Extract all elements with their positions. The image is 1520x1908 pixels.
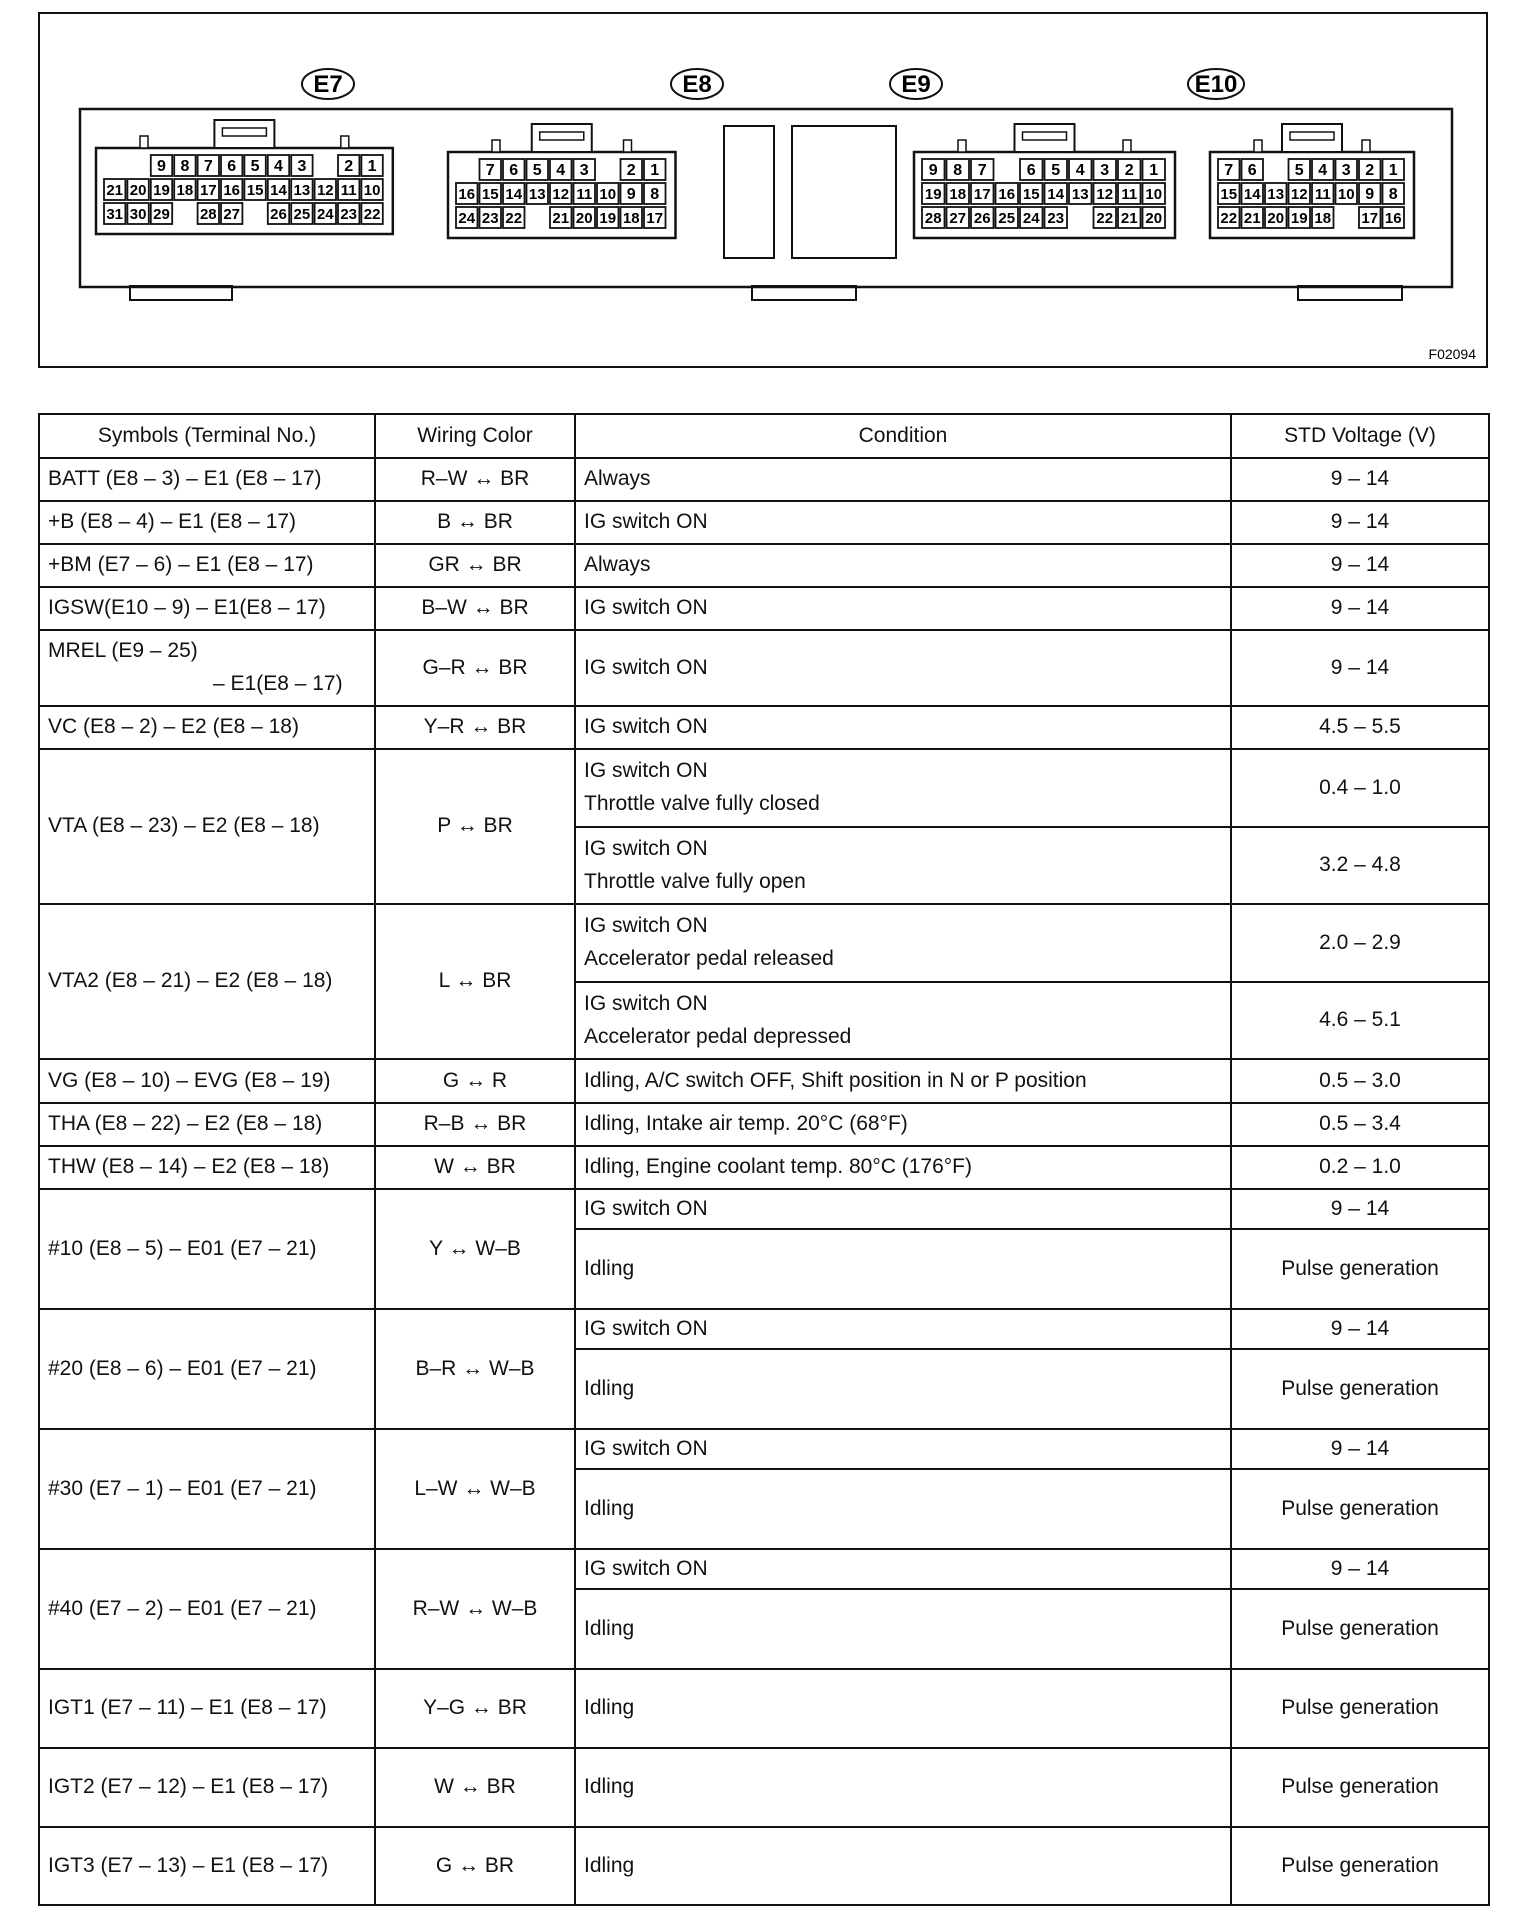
connector-key (140, 136, 148, 148)
terminal-symbol-cell (39, 1827, 375, 1905)
connector-label: E9 (901, 71, 931, 98)
connector-label: E8 (682, 71, 712, 98)
terminal-pin-number: 2 (1365, 162, 1375, 179)
terminal-pin-number: 10 (1337, 186, 1355, 203)
terminal-pin-number: 10 (1145, 186, 1163, 203)
terminal-pin-number: 14 (1243, 186, 1261, 203)
terminal-pin-number: 21 (1243, 210, 1261, 227)
terminal-symbol-cell (39, 458, 375, 501)
terminal-pin-number: 3 (1341, 162, 1351, 179)
condition-cell (575, 587, 1231, 630)
condition-cell (575, 1309, 1231, 1349)
std-voltage-cell: 0.4 – 1.0 (1231, 749, 1489, 827)
condition-cell (575, 1469, 1231, 1549)
terminal-pin-number: 7 (203, 158, 213, 175)
terminal-pin-number: 26 (973, 210, 991, 227)
terminal-voltage-table (38, 413, 1490, 1906)
figure-code: F02094 (1428, 346, 1476, 362)
condition-cell (575, 1229, 1231, 1309)
terminal-pin-number: 6 (509, 162, 519, 179)
terminal-pin-number: 22 (363, 206, 381, 223)
std-voltage-cell: 0.5 – 3.4 (1231, 1103, 1489, 1146)
condition-cell (575, 630, 1231, 706)
header-std-voltage: STD Voltage (V) (1231, 414, 1489, 458)
wiring-color-cell: R–B ↔ BR (375, 1103, 575, 1146)
connector-key (492, 140, 500, 152)
table-row (39, 1827, 1489, 1905)
terminal-symbol: THA (E8 – 22) – E2 (E8 – 18) (48, 1112, 323, 1136)
condition-text: Idling (584, 1496, 635, 1520)
terminal-symbol: #30 (E7 – 1) – E01 (E7 – 21) (48, 1476, 317, 1500)
terminal-pin-number: 19 (924, 186, 942, 203)
terminal-symbol: IGT3 (E7 – 13) – E1 (E8 – 17) (48, 1853, 329, 1877)
condition-text: IG switch ON (584, 655, 708, 679)
terminal-symbol: +BM (E7 – 6) – E1 (E8 – 17) (48, 553, 314, 577)
wiring-color-cell: W ↔ BR (375, 1146, 575, 1189)
terminal-pin-number: 21 (1120, 210, 1138, 227)
wiring-color-cell: R–W ↔ BR (375, 458, 575, 501)
terminal-symbol-cell (39, 904, 375, 1059)
terminal-pin-number: 15 (1022, 186, 1040, 203)
connector-key (1123, 140, 1131, 152)
terminal-symbol-cell (39, 1748, 375, 1827)
terminal-pin-number: 3 (297, 158, 307, 175)
condition-text: IG switch ON (584, 715, 708, 739)
terminal-pin-number: 15 (481, 186, 499, 203)
terminal-pin-number: 16 (1384, 210, 1402, 227)
terminal-pin-number: 9 (626, 186, 636, 203)
wiring-color-cell: G–R ↔ BR (375, 630, 575, 706)
terminal-pin-number: 18 (622, 210, 640, 227)
condition-detail: Throttle valve fully closed (584, 792, 820, 815)
std-voltage-cell: 0.2 – 1.0 (1231, 1146, 1489, 1189)
std-voltage-cell: 9 – 14 (1231, 458, 1489, 501)
wiring-color-cell: L–W ↔ W–B (375, 1429, 575, 1549)
table-row (39, 706, 1489, 749)
table-row (39, 1146, 1489, 1189)
condition-cell (575, 1669, 1231, 1748)
terminal-pin-number: 22 (505, 210, 523, 227)
condition-cell (575, 1146, 1231, 1189)
terminal-pin-number: 20 (575, 210, 593, 227)
terminal-symbol-line2: – E1(E8 – 17) (213, 672, 343, 695)
terminal-symbol: VTA (E8 – 23) – E2 (E8 – 18) (48, 814, 320, 838)
terminal-pin-number: 27 (223, 206, 241, 223)
condition-cell (575, 544, 1231, 587)
condition-text: IG switch ON (584, 836, 708, 860)
std-voltage-cell: 9 – 14 (1231, 544, 1489, 587)
terminal-symbol-cell (39, 1146, 375, 1189)
condition-text: Idling (584, 1853, 635, 1877)
std-voltage-cell: 9 – 14 (1231, 1189, 1489, 1229)
std-voltage-cell: Pulse generation (1231, 1229, 1489, 1309)
condition-text: IG switch ON (584, 1436, 708, 1460)
condition-cell (575, 706, 1231, 749)
table-row (39, 1059, 1489, 1103)
terminal-symbol: VC (E8 – 2) – E2 (E8 – 18) (48, 715, 299, 739)
terminal-symbol-cell (39, 1429, 375, 1549)
terminal-pin-number: 11 (1121, 186, 1138, 203)
terminal-pin-number: 14 (270, 182, 287, 199)
terminal-symbol: #10 (E8 – 5) – E01 (E7 – 21) (48, 1236, 317, 1260)
terminal-pin-number: 15 (1220, 186, 1238, 203)
table-row (39, 1429, 1489, 1469)
terminal-symbol: IGT1 (E7 – 11) – E1 (E8 – 17) (48, 1696, 327, 1720)
terminal-pin-number: 25 (293, 206, 311, 223)
terminal-pin-number: 8 (650, 186, 660, 203)
table-row (39, 544, 1489, 587)
condition-text: Idling, A/C switch OFF, Shift position in N or P position (584, 1068, 1087, 1092)
wiring-color-cell: Y–G ↔ BR (375, 1669, 575, 1748)
header-condition: Condition (575, 414, 1231, 458)
terminal-pin-number: 16 (223, 182, 241, 199)
condition-text: IG switch ON (584, 596, 708, 620)
std-voltage-cell: 2.0 – 2.9 (1231, 904, 1489, 982)
connector-key (341, 136, 349, 148)
connector-label: E10 (1194, 71, 1238, 98)
terminal-pin-number: 17 (1361, 210, 1379, 227)
terminal-pin-number: 27 (949, 210, 967, 227)
terminal-pin-number: 17 (973, 186, 991, 203)
terminal-pin-number: 23 (481, 210, 499, 227)
terminal-pin-number: 15 (246, 182, 264, 199)
latch-slot (540, 132, 584, 140)
terminal-symbol: MREL (E9 – 25) (48, 639, 198, 663)
condition-detail: Accelerator pedal depressed (584, 1024, 852, 1048)
table-row (39, 904, 1489, 982)
table-row (39, 1669, 1489, 1748)
terminal-pin-number: 20 (1267, 210, 1285, 227)
condition-cell (575, 1589, 1231, 1669)
condition-text: IG switch ON (584, 1316, 708, 1340)
terminal-pin-number: 11 (576, 186, 593, 203)
table-row (39, 1189, 1489, 1229)
terminal-pin-number: 16 (458, 186, 476, 203)
terminal-pin-number: 6 (1026, 162, 1036, 179)
terminal-pin-number: 13 (1267, 186, 1285, 203)
terminal-symbol: BATT (E8 – 3) – E1 (E8 – 17) (48, 467, 322, 491)
std-voltage-cell: 9 – 14 (1231, 1309, 1489, 1349)
wiring-color-cell: G ↔ R (375, 1059, 575, 1103)
std-voltage-cell: 9 – 14 (1231, 1549, 1489, 1589)
connector-key (1362, 140, 1370, 152)
std-voltage-cell: 0.5 – 3.0 (1231, 1059, 1489, 1103)
latch-slot (1290, 132, 1334, 140)
latch-slot (222, 128, 266, 136)
header-row (39, 414, 1489, 458)
terminal-symbol-cell (39, 1103, 375, 1146)
condition-cell (575, 1103, 1231, 1146)
condition-cell (575, 1059, 1231, 1103)
terminal-pin-number: 2 (626, 162, 636, 179)
terminal-pin-number: 7 (1224, 162, 1234, 179)
terminal-symbol-cell (39, 587, 375, 630)
terminal-symbol-cell (39, 1189, 375, 1309)
terminal-pin-number: 19 (153, 182, 170, 199)
terminal-pin-number: 14 (1047, 186, 1065, 203)
condition-text: IG switch ON (584, 1196, 708, 1220)
terminal-pin-number: 8 (180, 158, 190, 175)
connector-key (1254, 140, 1262, 152)
table-row (39, 1103, 1489, 1146)
std-voltage-cell: 4.5 – 5.5 (1231, 706, 1489, 749)
table-row (39, 458, 1489, 501)
terminal-pin-number: 18 (949, 186, 967, 203)
terminal-pin-number: 13 (293, 182, 311, 199)
terminal-pin-number: 20 (129, 182, 147, 199)
terminal-pin-number: 4 (1318, 162, 1328, 179)
connector-key (958, 140, 966, 152)
terminal-pin-number: 8 (953, 162, 963, 179)
terminal-pin-number: 4 (274, 158, 283, 175)
terminal-pin-number: 28 (199, 206, 217, 223)
terminal-pin-number: 22 (1096, 210, 1114, 227)
wiring-color-cell: L ↔ BR (375, 904, 575, 1059)
table-row (39, 1748, 1489, 1827)
terminal-pin-number: 3 (579, 162, 589, 179)
blank-block (792, 126, 896, 258)
terminal-pin-number: 1 (1388, 162, 1398, 179)
latch-slot (1023, 132, 1067, 140)
table-row (39, 1549, 1489, 1589)
terminal-pin-number: 18 (176, 182, 194, 199)
condition-text: IG switch ON (584, 510, 708, 534)
std-voltage-cell: Pulse generation (1231, 1669, 1489, 1748)
wiring-color-cell: G ↔ BR (375, 1827, 575, 1905)
terminal-symbol-cell (39, 501, 375, 544)
terminal-symbol: #40 (E7 – 2) – E01 (E7 – 21) (48, 1596, 317, 1620)
terminal-pin-number: 8 (1388, 186, 1398, 203)
std-voltage-cell: 9 – 14 (1231, 501, 1489, 544)
terminal-pin-number: 5 (532, 162, 542, 179)
terminal-pin-number: 17 (646, 210, 664, 227)
terminal-pin-number: 12 (552, 186, 570, 203)
condition-text: IG switch ON (584, 1556, 708, 1580)
terminal-pin-number: 23 (1047, 210, 1065, 227)
terminal-pin-number: 20 (1145, 210, 1163, 227)
terminal-symbol: VG (E8 – 10) – EVG (E8 – 19) (48, 1068, 331, 1092)
terminal-pin-number: 9 (928, 162, 938, 179)
condition-cell (575, 1189, 1231, 1229)
terminal-pin-number: 5 (250, 158, 260, 175)
blank-block (724, 126, 774, 258)
terminal-pin-number: 30 (129, 206, 147, 223)
connector-key (624, 140, 632, 152)
terminal-symbol: +B (E8 – 4) – E1 (E8 – 17) (48, 510, 297, 534)
connector-label: E7 (313, 71, 343, 98)
terminal-symbol: VTA2 (E8 – 21) – E2 (E8 – 18) (48, 969, 333, 993)
terminal-symbol: IGSW(E10 – 9) – E1(E8 – 17) (48, 596, 326, 620)
ecu-connector-drawing (40, 14, 1490, 370)
terminal-pin-number: 1 (1149, 162, 1159, 179)
condition-detail: Throttle valve fully open (584, 869, 806, 893)
terminal-symbol-cell (39, 749, 375, 904)
condition-text: IG switch ON (584, 914, 708, 938)
terminal-symbol-cell (39, 1669, 375, 1748)
terminal-pin-number: 7 (485, 162, 495, 179)
terminal-symbol-cell (39, 630, 375, 706)
condition-text: IG switch ON (584, 759, 708, 783)
terminal-symbol: IGT2 (E7 – 12) – E1 (E8 – 17) (48, 1775, 329, 1799)
header-symbols: Symbols (Terminal No.) (39, 414, 375, 458)
terminal-pin-number: 24 (1022, 210, 1040, 227)
terminal-pin-number: 29 (153, 206, 170, 223)
terminal-pin-number: 24 (458, 210, 476, 227)
wiring-color-cell: B ↔ BR (375, 501, 575, 544)
terminal-symbol-cell (39, 1059, 375, 1103)
condition-text: Idling (584, 1775, 635, 1799)
condition-cell (575, 501, 1231, 544)
terminal-pin-number: 1 (650, 162, 660, 179)
condition-text: Idling (584, 1616, 635, 1640)
condition-cell (575, 1549, 1231, 1589)
terminal-pin-number: 4 (556, 162, 566, 179)
std-voltage-cell: Pulse generation (1231, 1827, 1489, 1905)
terminal-pin-number: 31 (106, 206, 124, 223)
table-row (39, 587, 1489, 630)
wiring-color-cell: W ↔ BR (375, 1748, 575, 1827)
terminal-pin-number: 7 (977, 162, 987, 179)
terminal-symbol-cell (39, 706, 375, 749)
wiring-color-cell: Y ↔ W–B (375, 1189, 575, 1309)
std-voltage-cell: Pulse generation (1231, 1349, 1489, 1429)
terminal-symbol-cell (39, 544, 375, 587)
terminal-pin-number: 18 (1314, 210, 1332, 227)
terminal-pin-number: 6 (1247, 162, 1257, 179)
std-voltage-cell: 4.6 – 5.1 (1231, 982, 1489, 1059)
terminal-pin-number: 12 (316, 182, 334, 199)
std-voltage-cell: 9 – 14 (1231, 587, 1489, 630)
terminal-pin-number: 19 (599, 210, 617, 227)
terminal-pin-number: 28 (924, 210, 942, 227)
terminal-pin-number: 16 (998, 186, 1016, 203)
table-row (39, 749, 1489, 827)
condition-cell (575, 458, 1231, 501)
header-wiring-color: Wiring Color (375, 414, 575, 458)
terminal-pin-number: 26 (270, 206, 287, 223)
terminal-pin-number: 12 (1290, 186, 1308, 203)
terminal-pin-number: 5 (1051, 162, 1061, 179)
terminal-pin-number: 9 (1365, 186, 1375, 203)
wiring-color-cell: R–W ↔ W–B (375, 1549, 575, 1669)
terminal-pin-number: 12 (1096, 186, 1114, 203)
terminal-pin-number: 10 (599, 186, 617, 203)
terminal-pin-number: 3 (1100, 162, 1110, 179)
terminal-pin-number: 24 (316, 206, 334, 223)
terminal-pin-number: 11 (340, 182, 357, 199)
terminal-symbol-cell (39, 1309, 375, 1429)
std-voltage-cell: Pulse generation (1231, 1589, 1489, 1669)
terminal-pin-number: 2 (1124, 162, 1134, 179)
terminal-pin-number: 9 (157, 158, 166, 175)
std-voltage-cell: 9 – 14 (1231, 1429, 1489, 1469)
std-voltage-cell: Pulse generation (1231, 1469, 1489, 1549)
terminal-symbol-cell (39, 1549, 375, 1669)
condition-cell (575, 982, 1231, 1059)
terminal-pin-number: 22 (1220, 210, 1238, 227)
std-voltage-cell: 3.2 – 4.8 (1231, 827, 1489, 904)
terminal-pin-number: 21 (106, 182, 124, 199)
condition-detail: Accelerator pedal released (584, 947, 834, 970)
wiring-color-cell: B–R ↔ W–B (375, 1309, 575, 1429)
table-row (39, 501, 1489, 544)
condition-text: Always (584, 553, 651, 577)
condition-text: Idling, Engine coolant temp. 80°C (176°F) (584, 1155, 973, 1179)
terminal-pin-number: 4 (1075, 162, 1085, 179)
table-row (39, 1309, 1489, 1349)
terminal-pin-number: 10 (363, 182, 381, 199)
wiring-color-cell: GR ↔ BR (375, 544, 575, 587)
terminal-pin-number: 5 (1294, 162, 1304, 179)
terminal-symbol: #20 (E8 – 6) – E01 (E7 – 21) (48, 1356, 317, 1380)
terminal-pin-number: 14 (505, 186, 523, 203)
wiring-color-cell: B–W ↔ BR (375, 587, 575, 630)
terminal-pin-number: 11 (1314, 186, 1331, 203)
condition-text: Always (584, 467, 651, 491)
condition-cell (575, 1827, 1231, 1905)
terminal-pin-number: 19 (1290, 210, 1308, 227)
terminal-pin-number: 23 (340, 206, 358, 223)
condition-cell (575, 1429, 1231, 1469)
terminal-pin-number: 13 (528, 186, 546, 203)
table-row (39, 630, 1489, 706)
terminal-pin-number: 13 (1071, 186, 1089, 203)
std-voltage-cell: 9 – 14 (1231, 630, 1489, 706)
connector-diagram (38, 12, 1488, 368)
condition-text: Idling (584, 1256, 635, 1280)
condition-cell (575, 749, 1231, 827)
terminal-pin-number: 6 (227, 158, 237, 175)
std-voltage-cell: Pulse generation (1231, 1748, 1489, 1827)
wiring-color-cell: P ↔ BR (375, 749, 575, 904)
condition-text: IG switch ON (584, 991, 708, 1015)
condition-cell (575, 827, 1231, 904)
condition-cell (575, 904, 1231, 982)
condition-cell (575, 1349, 1231, 1429)
condition-text: Idling, Intake air temp. 20°C (68°F) (584, 1112, 908, 1136)
condition-text: Idling (584, 1696, 635, 1720)
terminal-pin-number: 25 (998, 210, 1016, 227)
condition-text: Idling (584, 1376, 635, 1400)
terminal-pin-number: 1 (367, 158, 377, 175)
terminal-pin-number: 21 (552, 210, 570, 227)
wiring-color-cell: Y–R ↔ BR (375, 706, 575, 749)
terminal-pin-number: 17 (199, 182, 217, 199)
condition-cell (575, 1748, 1231, 1827)
terminal-pin-number: 2 (344, 158, 354, 175)
terminal-symbol: THW (E8 – 14) – E2 (E8 – 18) (48, 1155, 330, 1179)
